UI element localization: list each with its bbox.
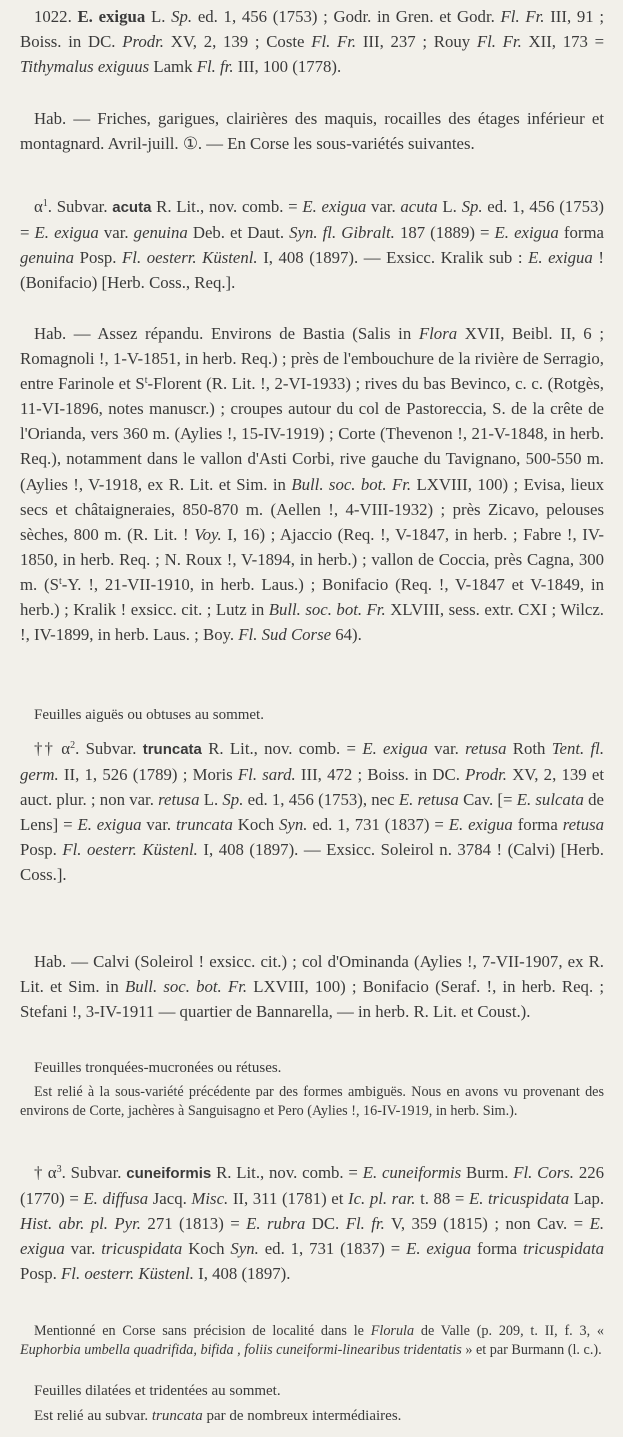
entry-number: 1022. <box>34 7 72 26</box>
subvariety-acuta: $\alpha^1$. Subvar. acuta R. Lit., nov. comb. = E. exigua var. acuta L. Sp. ed. 1, 456 (1753) = E. exigua var. genuina Deb. et Daut. Syn. fl. Gibralt. 187 (1889) = E. exigua forma genuina Posp. Fl. oesterr. Küstenl. I, 408 (1897). — Exsicc. Kralik sub : E. exigua ! (Bonifacio) [Herb. Coss., Req.]. <box>20 197 604 293</box>
species-name: exigua <box>98 7 146 26</box>
genus-abbrev: E. <box>77 7 93 26</box>
species-entry-header: 1022. E. exigua L. Sp. ed. 1, 456 (1753) ; Godr. in Gren. et Godr. Fl. Fr. III, 91 ; Boiss. in DC. Prodr. XV, 2, 139 ; Coste Fl. Fr. III, 237 ; Rouy Fl. Fr. XII, 173 = Tithymalus exiguus Lamk Fl. fr. III, 100 (1778). <box>20 7 605 77</box>
subvariety-name: cuneiformis <box>126 1165 212 1182</box>
subvariety-cuneiformis: † $\alpha^3$. Subvar. cuneiformis R. Lit., nov. comb. = E. cuneiformis Burm. Fl. Cors. 226 (1770) = E. diffusa Jacq. Misc. II, 311 (1781) et Ic. pl. rar. t. 88 = E. tricuspidata Lap. Hist. abr. pl. Pyr. 271 (1813) = E. rubra DC. Fl. fr. V, 359 (1815) ; non Cav. = E. exigua var. tricuspidata Koch Syn. ed. 1, 731 (1837) = E. exigua forma tricuspidata Posp. Fl. oesterr. Küstenl. I, 408 (1897). <box>20 1163 605 1284</box>
leaf-description-cuneiformis: Feuilles dilatées et tridentées au sommet. <box>34 1383 281 1399</box>
subvariety-name: acuta <box>112 199 152 216</box>
leaf-description-acuta: Feuilles aiguës ou obtuses au sommet. <box>34 707 264 723</box>
note-cuneiformis-intermediates: Est relié au subvar. truncata par de nombreux intermédiaires. <box>34 1408 402 1424</box>
subvariety-marker: $\alpha^1$ <box>34 197 48 216</box>
subvariety-marker: † $\alpha^3$ <box>34 1163 62 1182</box>
note-truncata: Est relié à la sous-variété précédente par des formes ambiguës. Nous en avons vu provenant des environs de Corte, jachères à Sanguisagno et Pero (Aylies !, 16-IV-1919, in herb. Sim.). <box>20 1084 604 1119</box>
subvariety-name: truncata <box>142 741 202 758</box>
habitat-truncata: Hab. — Calvi (Soleirol ! exsicc. cit.) ; col d'Ominanda (Aylies !, 7-VII-1907, ex R. Lit. et Sim. in Bull. soc. bot. Fr. LXVIII, 100) ; Bonifacio (Seraf. !, in herb. Req. ; Stefani !, 3-IV-1911 — quartier de Bannarella, — in herb. R. Lit. et Coust.). <box>20 952 605 1022</box>
habitat-acuta: Hab. — Assez répandu. Environs de Bastia (Salis in Flora XVII, Beibl. II, 6 ; Romagnoli !, 1-V-1851, in herb. Req.) ; près de l'embouchure de la rivière de Serragio, entre Farinole et $S^t$-Florent (R. Lit. !, 2-VI-1933) ; rives du bas Bevinco, c. c. (Rotgès, 11-VI-1896, notes manuscr.) ; croupes autour du col de Pastoreccia, S. de la crête de l'Orianda, vers 360 m. (Aylies !, 15-IV-1919) ; Corte (Thevenon !, 21-V-1848, in herb. Req.), notamment dans le vallon d'Asti Corbi, rive gauche du Tavignano, 500-550 m. (Aylies !, V-1918, ex R. Lit. et Sim. in Bull. soc. bot. Fr. LXVIII, 100) ; Evisa, lieux secs et châtaigneraies, 850-870 m. (Aellen !, 4-VIII-1932) ; près Zicavo, pelouses sèches, 800 m. (R. Lit. ! Voy. I, 16) ; Ajaccio (Req. !, V-1847, in herb. ; Fabre !, IV-1850, in herb. Req. ; N. Roux !, V-1894, in herb.) ; vallon de Coccia, près Cagna, 300 m. ($S^t-Y$. !, 21-VII-1910, in herb. Laus.) ; Bonifacio (Req. !, V-1847 et V-1849, in herb.) ; Kralik ! exsicc. cit. ; Lutz in Bull. soc. bot. Fr. XLVIII, sess. extr. CXI ; Wilcz. !, IV-1899, in herb. Laus. ; Boy. Fl. Sud Corse 64). <box>20 324 605 645</box>
subvariety-marker: †† $\alpha^2$ <box>34 739 76 758</box>
subvariety-truncata: †† $\alpha^2$. Subvar. truncata R. Lit., nov. comb. = E. exigua var. retusa Roth Tent. fl. germ. II, 1, 526 (1789) ; Moris Fl. sard. III, 472 ; Boiss. in DC. Prodr. XV, 2, 139 et auct. plur. ; non var. retusa L. Sp. ed. 1, 456 (1753), nec E. retusa Cav. [= E. sulcata de Lens] = E. exigua var. truncata Koch Syn. ed. 1, 731 (1837) = E. exigua forma retusa Posp. Fl. oesterr. Küstenl. I, 408 (1897). — Exsicc. Soleirol n. 3784 ! (Calvi) [Herb. Coss.]. <box>20 739 605 885</box>
habitat-paragraph: Hab. — Friches, garigues, clairières des maquis, rocailles des étages inférieur et montagnard. Avril-juill. ①. — En Corse les sous-variétés suivantes. <box>20 109 604 154</box>
leaf-description-truncata: Feuilles tronquées-mucronées ou rétuses. <box>34 1060 282 1076</box>
note-cuneiformis-mention: Mentionné en Corse sans précision de localité dans le Florula de Valle (p. 209, t. II, f. 3, « Euphorbia umbella quadrifida, bifida , foliis cuneiformi-linearibus tridentatis » et par Burmann (l. c.). <box>20 1323 605 1358</box>
